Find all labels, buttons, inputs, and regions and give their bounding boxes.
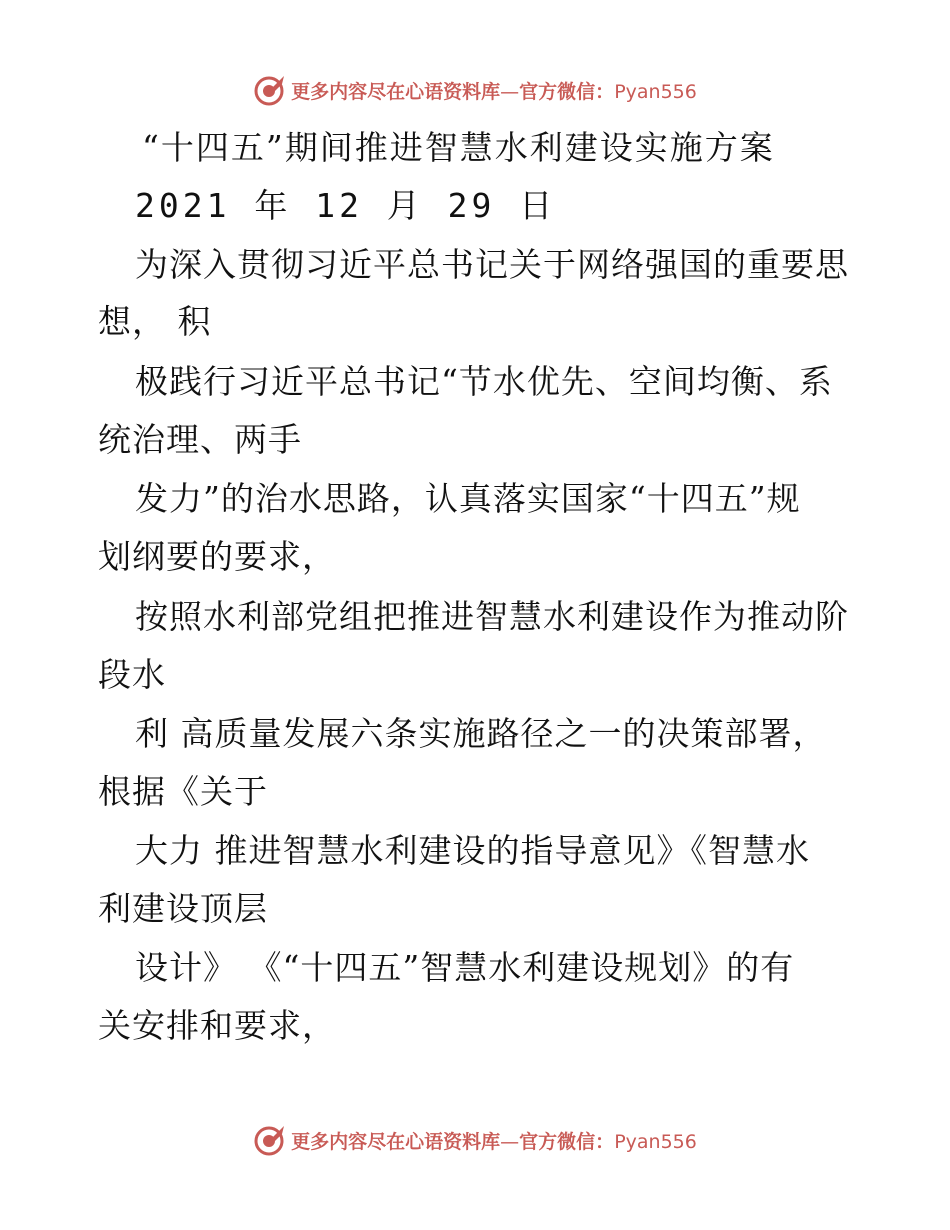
watermark-text (291, 1127, 697, 1154)
watermark-separator: — (500, 80, 520, 103)
paragraph-line: 利 高质量发展六条实施路径之一的决策部署， (135, 714, 827, 753)
footer-watermark (0, 1122, 950, 1158)
paragraph-line: 极践行习近平总书记“节水优先、空间均衡、系 (135, 362, 833, 401)
watermark-official-text: 官方微信： (519, 80, 615, 103)
paragraph-line: 统治理、两手 (98, 420, 302, 459)
paragraph-line: 段水 (98, 655, 166, 694)
paragraph-line: 大力 推进智慧水利建设的指导意见》《智慧水 (135, 831, 810, 870)
watermark-wechat-id: Pyan556 (614, 1130, 697, 1153)
watermark-text (291, 77, 697, 104)
watermark-official-text: 官方微信： (519, 1130, 615, 1153)
watermark-wechat-id: Pyan556 (614, 80, 697, 103)
paragraph-line: 按照水利部党组把推进智慧水利建设作为推动阶 (135, 597, 849, 636)
document-date: 2021 年 12 月 29 日 (135, 186, 557, 225)
paragraph-line: 关安排和要求， (98, 1006, 336, 1045)
paragraph-line: 根据《关于 (98, 772, 268, 811)
watermark-separator: — (500, 1130, 520, 1153)
watermark-main-text: 更多内容尽在心语资料库 (291, 80, 501, 103)
paragraph-line: 划纲要的要求， (98, 537, 336, 576)
quill-logo-icon (253, 1123, 287, 1157)
header-watermark (0, 72, 950, 108)
quill-logo-icon (253, 73, 287, 107)
paragraph-line: 为深入贯彻习近平总书记关于网络强国的重要思 (135, 245, 849, 284)
paragraph-line: 想， 积 (98, 302, 212, 341)
paragraph-line: 设计》 《“十四五”智慧水利建设规划》的有 (135, 948, 795, 987)
paragraph-line: 发力”的治水思路，认真落实国家“十四五”规 (135, 479, 801, 518)
watermark-main-text: 更多内容尽在心语资料库 (291, 1130, 501, 1153)
document-title: “十四五”期间推进智慧水利建设实施方案 (142, 128, 775, 167)
paragraph-line: 利建设顶层 (98, 889, 268, 928)
